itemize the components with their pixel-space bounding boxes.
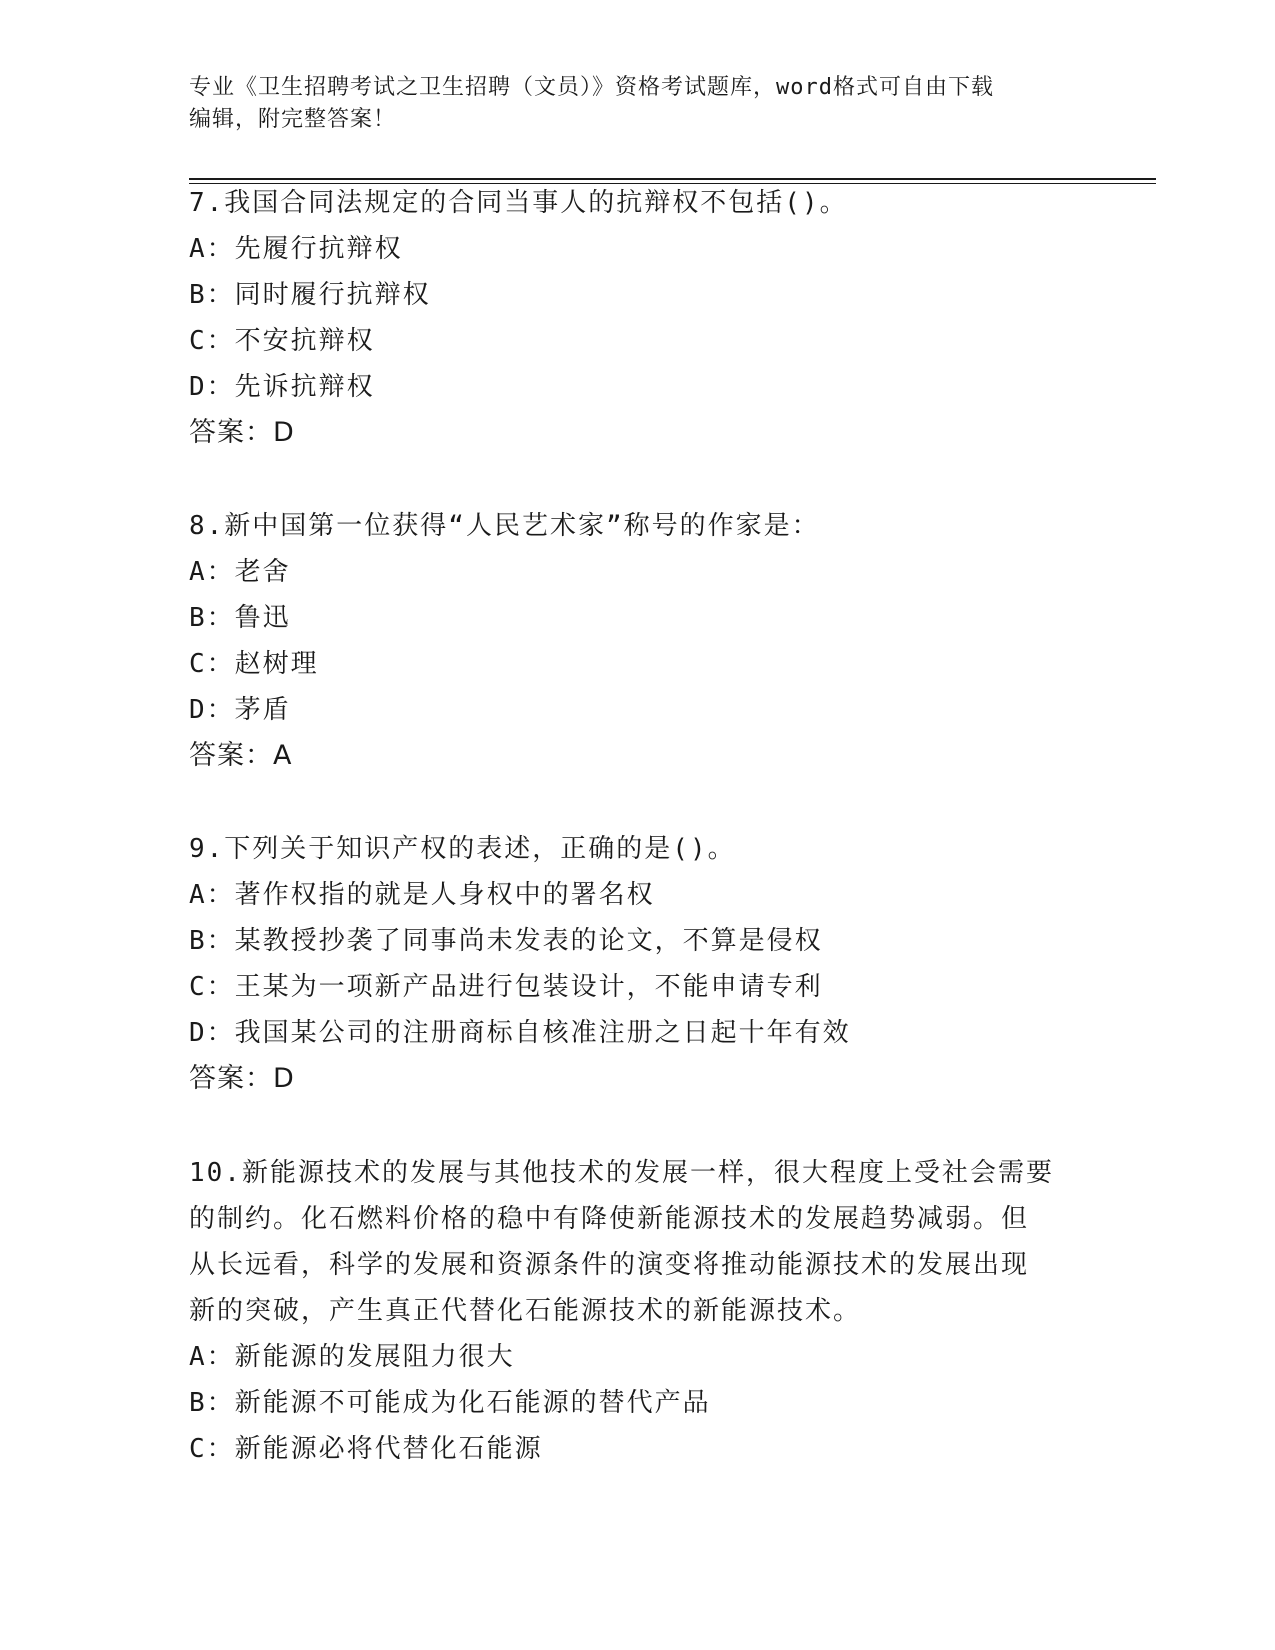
- header-line-1: 专业《卫生招聘考试之卫生招聘（文员）》资格考试题库，word格式可自由下载: [189, 75, 994, 100]
- question-stem-line-2: 的制约。化石燃料价格的稳中有降使新能源技术的发展趋势减弱。但: [189, 1204, 1030, 1234]
- option-d: D：先诉抗辩权: [189, 372, 375, 402]
- question-stem-line-1: 10.新能源技术的发展与其他技术的发展一样，很大程度上受社会需要: [189, 1158, 1054, 1188]
- option-c: C：不安抗辩权: [189, 326, 375, 356]
- answer-line: 答案：A: [189, 740, 293, 771]
- header-line-2: 编辑，附完整答案！: [189, 107, 397, 132]
- question-stem-line-4: 新的突破，产生真正代替化石能源技术的新能源技术。: [189, 1296, 862, 1326]
- question-stem: 7.我国合同法规定的合同当事人的抗辩权不包括()。: [189, 188, 848, 218]
- option-a: A：老舍: [189, 557, 291, 587]
- option-b: B：某教授抄袭了同事尚未发表的论文，不算是侵权: [189, 926, 823, 956]
- option-c: C：王某为一项新产品进行包装设计，不能申请专利: [189, 972, 823, 1002]
- question-8: [189, 503, 1089, 779]
- question-9: [189, 826, 1089, 1102]
- answer-line: 答案：D: [189, 417, 295, 448]
- option-a: A：新能源的发展阻力很大: [189, 1342, 515, 1372]
- answer-line: 答案：D: [189, 1063, 295, 1094]
- document-header: [189, 72, 1089, 136]
- option-d: D：我国某公司的注册商标自核准注册之日起十年有效: [189, 1018, 851, 1048]
- option-b: B：鲁迅: [189, 603, 291, 633]
- option-b: B：同时履行抗辩权: [189, 280, 431, 310]
- question-stem: 8.新中国第一位获得“人民艺术家”称号的作家是：: [189, 511, 820, 541]
- option-b: B：新能源不可能成为化石能源的替代产品: [189, 1388, 711, 1418]
- option-a: A：著作权指的就是人身权中的署名权: [189, 880, 655, 910]
- question-stem-line-3: 从长远看，科学的发展和资源条件的演变将推动能源技术的发展出现: [189, 1250, 1030, 1280]
- option-c: C：新能源必将代替化石能源: [189, 1434, 543, 1464]
- question-7: [189, 180, 1089, 456]
- option-a: A：先履行抗辩权: [189, 234, 403, 264]
- question-stem: 9.下列关于知识产权的表述，正确的是()。: [189, 834, 736, 864]
- option-d: D：茅盾: [189, 695, 291, 725]
- question-10: [189, 1150, 1089, 1472]
- option-c: C：赵树理: [189, 649, 319, 679]
